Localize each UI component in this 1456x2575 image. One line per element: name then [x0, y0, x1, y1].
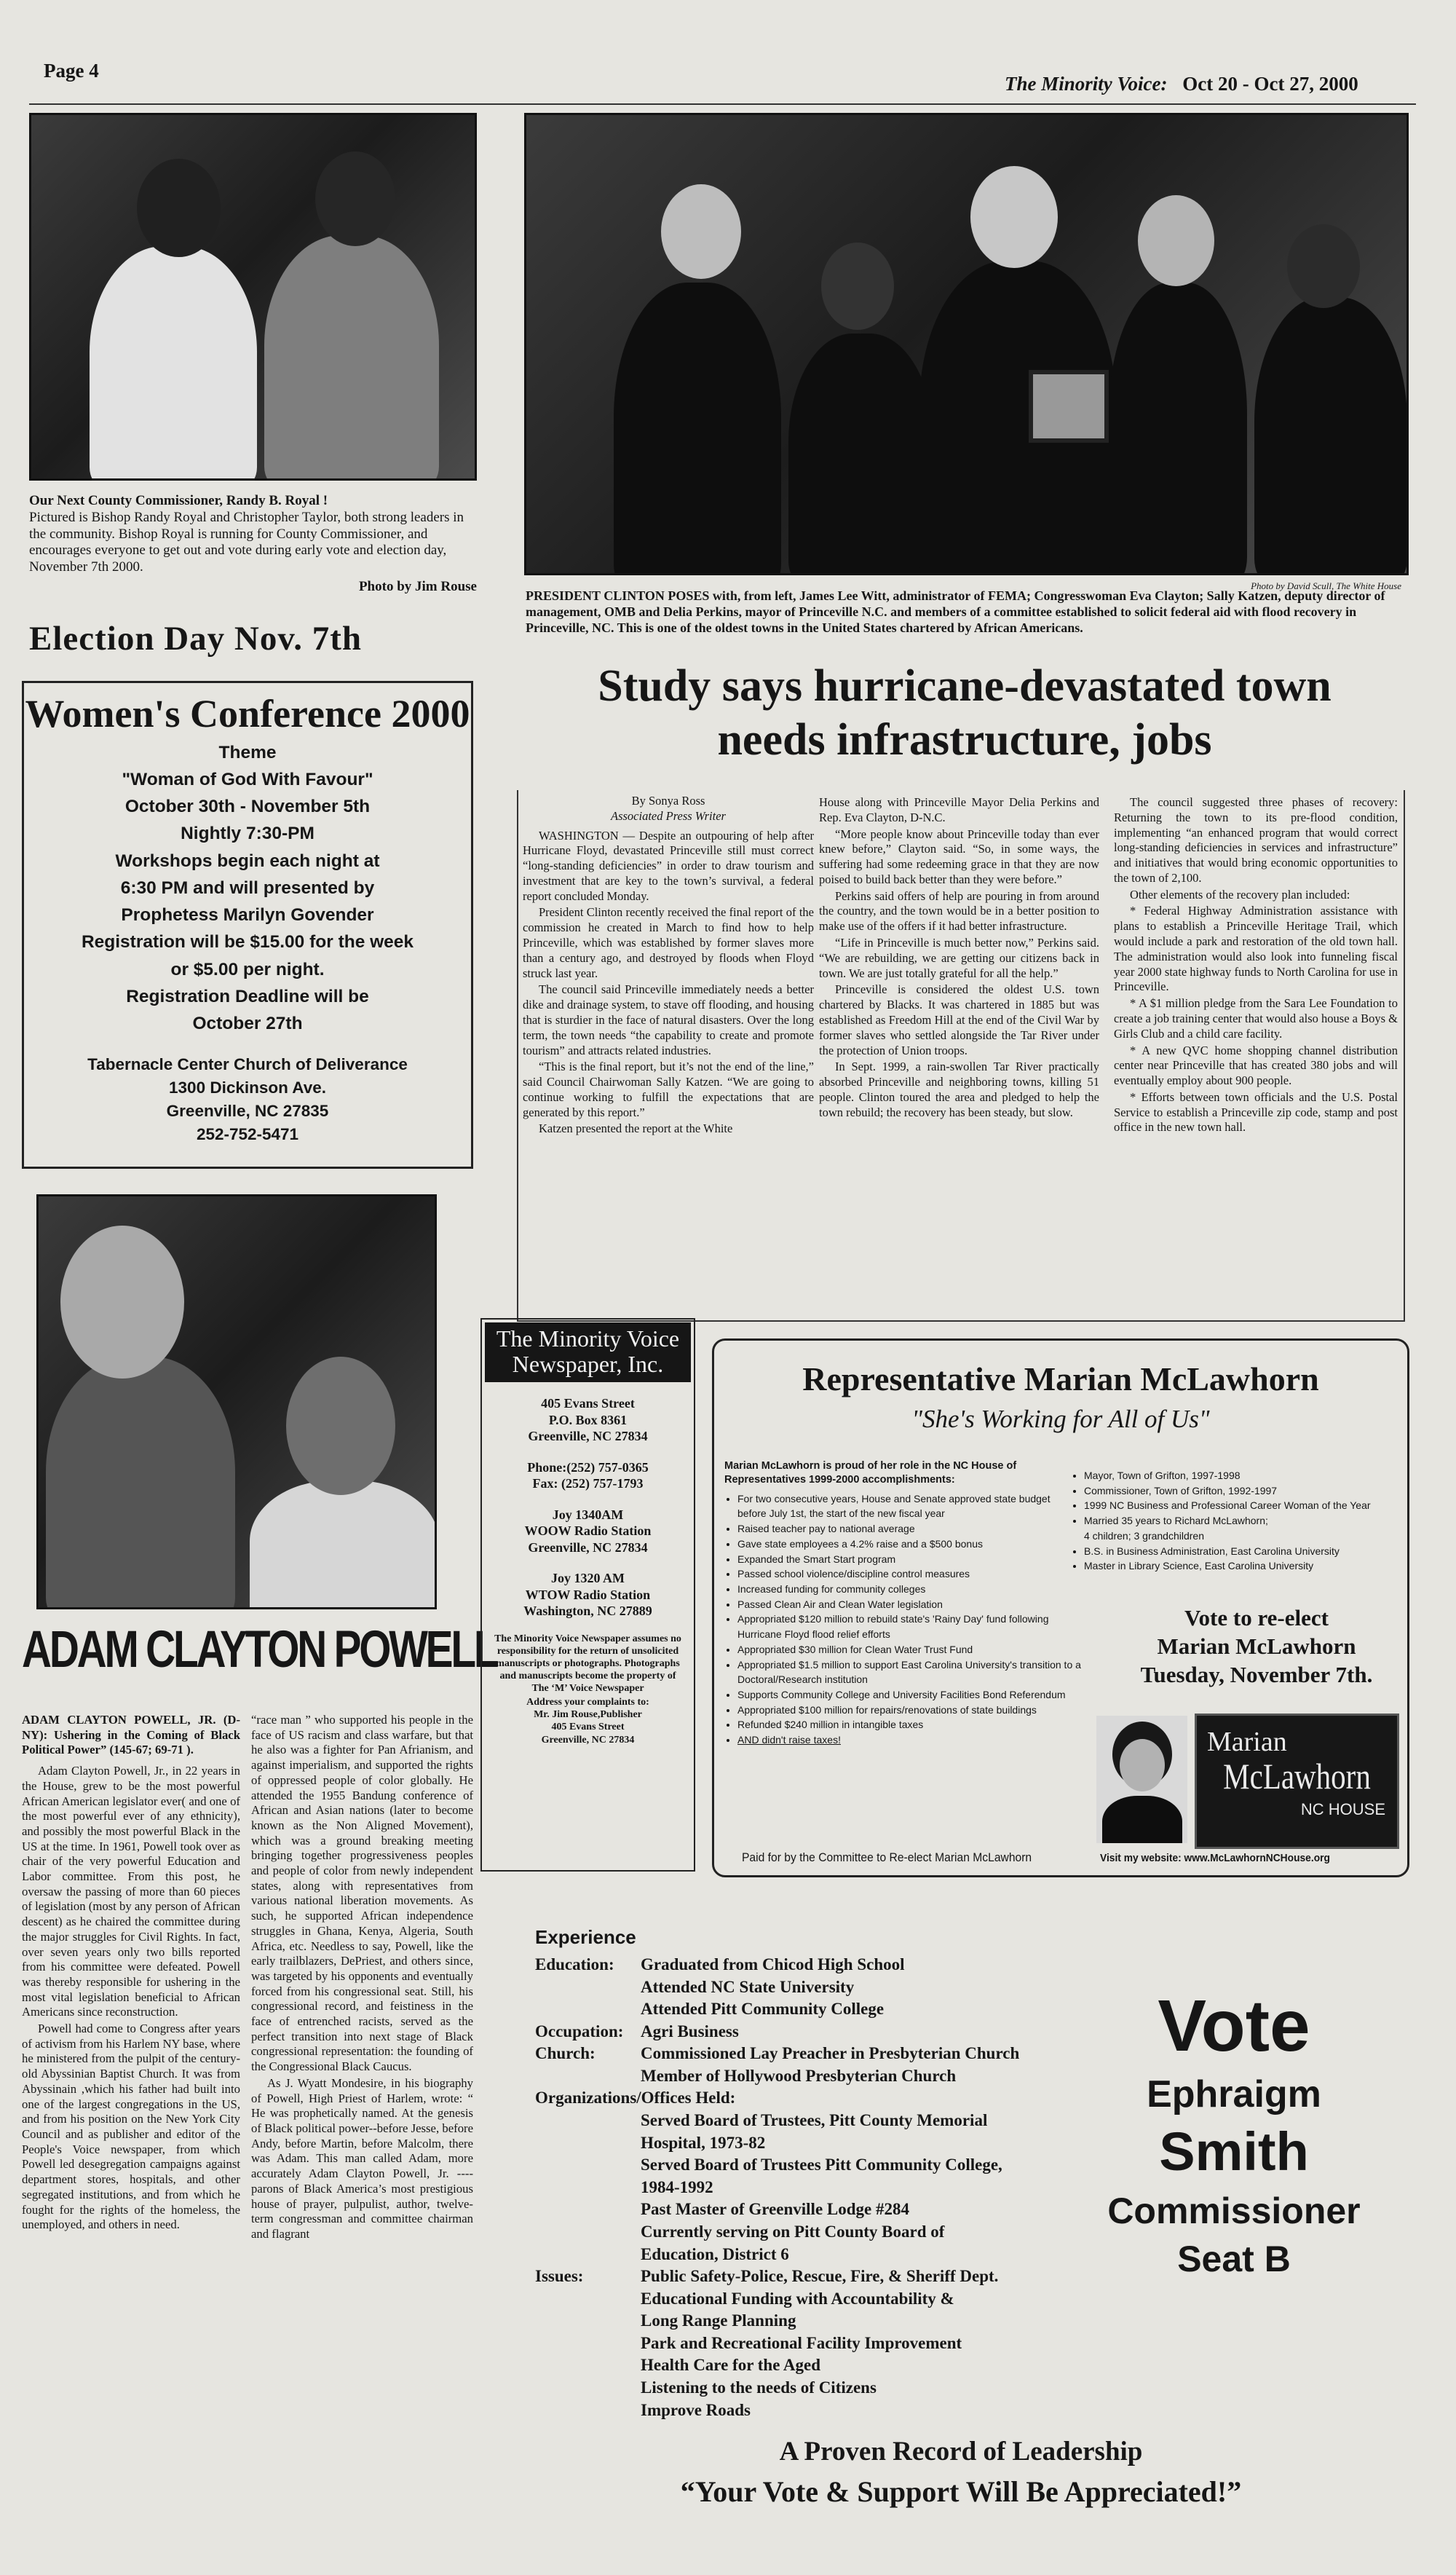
- page-number: Page 4: [44, 60, 99, 82]
- article-paragraph: * Efforts between town officials and the U.S. Postal Service to establish a Princeville zip code, stamp and post office in the new town hall.: [1114, 1089, 1398, 1135]
- smith-tagline: A Proven Record of Leadership: [779, 2437, 1143, 2466]
- accomplishment-list: [724, 1491, 1081, 1748]
- vote-line: Tuesday, November 7th.: [1140, 1661, 1373, 1687]
- royal-figure: [90, 246, 257, 481]
- article-paragraph: House along with Princeville Mayor Delia Perkins and Rep. Eva Clayton, D-N.C.: [819, 795, 1099, 824]
- mclawhorn-tagline: "She's Working for All of Us": [911, 1405, 1210, 1433]
- occupation-row: [535, 2021, 1088, 2043]
- mclawhorn-intro: Marian McLawhorn is proud of her role in the NC House of Representatives 1999-2000 accomplishments:: [724, 1460, 1017, 1486]
- org-line: Hospital, 1973-82: [641, 2133, 766, 2152]
- royal-caption: [29, 493, 477, 596]
- church-item: Commissioned Lay Preacher in Presbyterian Church: [641, 2044, 1020, 2063]
- conference-line: 6:30 PM and will presented by: [120, 878, 375, 898]
- conference-line: October 30th - November 5th: [124, 797, 371, 817]
- womens-conference-ad: [22, 681, 473, 1169]
- education-item: Attended NC State University: [641, 1977, 855, 1996]
- mv-address-line: 405 Evans Street: [541, 1396, 635, 1411]
- mv-address: [482, 1395, 694, 1445]
- conference-line: Prophetess Marilyn Govender: [121, 905, 374, 926]
- article-paragraph: Perkins said offers of help are pouring in from around the country, and the town would be in a better position to make use of the offers if it had better infrastructure.: [819, 888, 1099, 934]
- smith-seat: Seat B: [1177, 2239, 1291, 2280]
- article-paragraph: “Life in Princeville is much better now,” Perkins said. “We are rebuilding, we are getting our citizens back in town. We are just totally grateful for all the help.”: [819, 936, 1099, 980]
- bio-item: • Mayor, Town of Grifton, 1997-1998: [1084, 1468, 1415, 1483]
- article-paragraph: “More people know about Princeville today than ever knew before,” Clayton said. “So, in some ways, the suffering had some redeeming grace in that they are now poised to build back better than they were before.”: [819, 827, 1099, 886]
- mv-name-2: Newspaper, Inc.: [512, 1351, 664, 1378]
- minority-voice-box: [480, 1318, 695, 1872]
- bio-item: • Master in Library Science, East Carolina University: [1084, 1558, 1415, 1574]
- powell-paragraph: As J. Wyatt Mondesire, in his biography of Powell, High Priest of Harlem, wrote: “ He was prophetically named. At the genesis of Black political power--before Jesse, before Andy, before Martin, before Malcolm, there was Adam. This man called Adam, more accurately Adam Clayton Powell, Jr. ----parons of Black America’s most prestigious house of prayer, pulpulist, author, twelve-term congressman and committee chairman and flagrant: [251, 2075, 473, 2241]
- venue-line: 252-752-5471: [196, 1125, 299, 1144]
- issue-item: Educational Funding with Accountability &: [641, 2289, 954, 2308]
- powell-lead: ADAM CLAYTON POWELL, JR. (D-NY): Ushering in the Coming of Black Political Power” (145-67; 69-71 ).: [22, 1713, 240, 1757]
- mclawhorn-vote-block: [1118, 1604, 1395, 1689]
- bio-item: 4 children; 3 grandchildren: [1084, 1529, 1204, 1542]
- mv-radio-2: [482, 1570, 694, 1620]
- occupation-value: Agri Business: [641, 2022, 739, 2040]
- article-byline-role: Associated Press Writer: [611, 808, 726, 823]
- accomplishment-item: • Supports Community College and University Facilities Bond Referendum: [737, 1687, 1081, 1703]
- clinton-face: [970, 166, 1058, 268]
- issue-item: Park and Recreational Facility Improvement: [641, 2333, 962, 2352]
- smith-office: Commissioner: [1107, 2190, 1361, 2232]
- article-paragraph: Other elements of the recovery plan included:: [1130, 887, 1350, 902]
- royal-photo-credit: Photo by Jim Rouse: [358, 578, 477, 594]
- article-paragraph: WASHINGTON — Despite an outpouring of help after Hurricane Floyd, devastated Princeville still must correct “long-standing deficiencies” in order to draw tourism and investment that are key to the town’s survival, a federal report concluded Monday.: [523, 828, 814, 903]
- headline-line-1: Study says hurricane-devastated town: [598, 661, 1332, 711]
- clinton-photo-credit: Photo by David Scull, The White House: [1251, 580, 1401, 591]
- issue-item: Listening to the needs of Citizens: [641, 2378, 877, 2397]
- taylor-figure: [264, 235, 439, 481]
- education-row: [535, 1954, 1088, 2021]
- conference-line: Nightly 7:30-PM: [181, 824, 314, 844]
- article-paragraph: Princeville is considered the oldest U.S. town chartered by Blacks. It was chartered in 1885 but was established as Freedom Hill at the end of the Civil War by former slaves who settled alongside the Tar River under the protection of Union troops.: [819, 982, 1099, 1057]
- conference-details: [24, 739, 471, 1038]
- issues-row: [535, 2266, 1088, 2421]
- smith-ad-details: [535, 1954, 1088, 2421]
- mv-complaints-line: Greenville, NC 27834: [541, 1734, 635, 1746]
- second-figure: [250, 1480, 437, 1609]
- powell-face: [60, 1226, 184, 1379]
- powell-headline: ADAM CLAYTON POWELL: [22, 1621, 497, 1679]
- conference-venue: [24, 1053, 471, 1146]
- article-byline: By Sonya Ross: [631, 794, 705, 808]
- mclawhorn-body: [1102, 1796, 1182, 1843]
- perkins-face: [1287, 224, 1360, 308]
- conference-title: Women's Conference 2000: [25, 692, 470, 736]
- accomplishment-item: • Appropriated $1.5 million to support East Carolina University's transition to a Doctoral/Research institution: [737, 1657, 1081, 1687]
- org-line: Served Board of Trustees, Pitt County Memorial: [641, 2111, 988, 2130]
- mclawhorn-face: [1120, 1739, 1165, 1791]
- katzen-figure: [1109, 283, 1247, 575]
- powell-paragraph: Adam Clayton Powell, Jr., in 22 years in the House, grew to be the most powerful African American legislator ever( and one of the most powerful ever of any ethnicity), and possibly the most powerful Black in the US at the time. In 1961, Powell took over as chair of the very powerful Education and Labor committee. From this post, he oversaw the passing of more than 60 pieces of legislation (most by any person of African descent) as he chaired the committee during the major struggles for Civil Rights. In fact, over seven years only two bills reported from his committee were defeated. Powell was thereby responsible for ushering in the most vital legislation beneficial to African Americans since reconstruction.: [22, 1764, 240, 2019]
- mv-radio-1: [482, 1507, 694, 1556]
- smith-last-name: Smith: [1159, 2121, 1309, 2182]
- accomplishment-item: • Passed school violence/discipline control measures: [737, 1566, 1081, 1582]
- bio-item: • 1999 NC Business and Professional Career Woman of the Year: [1084, 1498, 1415, 1513]
- article-paragraph: * Federal Highway Administration assistance with plans to establish a Princeville Heritage Trail, which would include a park and restoration of the old town hall. The administration would also look into funneling fiscal year 2000 state highway funds to North Carolina for use in Princeville.: [1114, 904, 1398, 994]
- conference-line: Theme: [218, 742, 277, 762]
- mv-radio-line: Washington, NC 27889: [523, 1604, 652, 1619]
- conference-line: Registration Deadline will be: [126, 986, 369, 1006]
- mv-complaints-line: Mr. Jim Rouse,Publisher: [534, 1709, 642, 1721]
- powell-figure: [46, 1357, 235, 1609]
- accomplishment-item: • Expanded the Smart Start program: [737, 1552, 1081, 1567]
- church-item: Member of Hollywood Presbyterian Church: [641, 2066, 957, 2085]
- mclawhorn-portrait: [1096, 1716, 1187, 1843]
- mclawhorn-bio: [1071, 1468, 1415, 1574]
- org-line: 1984-1992: [641, 2177, 713, 2196]
- royal-photo: [29, 113, 477, 481]
- smith-first-name: Ephraigm: [1147, 2073, 1321, 2115]
- article-paragraph: President Clinton recently received the final report of the commission he created in March to find how to help Princeville, which was established by former slaves more than a century ago, and destroyed by floods when Floyd struck last year.: [523, 905, 814, 980]
- org-line: Currently serving on Pitt County Board of: [641, 2222, 945, 2241]
- clinton-photo: [524, 113, 1409, 575]
- article-headline: [524, 659, 1405, 768]
- taylor-face: [315, 151, 395, 246]
- bio-item: • Commissioner, Town of Grifton, 1992-1997: [1084, 1483, 1415, 1499]
- mv-radio-line: Joy 1320 AM: [551, 1571, 625, 1586]
- issue-item: Health Care for the Aged: [641, 2356, 821, 2375]
- smith-vote-block: [1059, 1985, 1409, 2281]
- conference-line: Registration will be $15.00 for the week: [81, 932, 414, 953]
- accomplishment-item: • Passed Clean Air and Clean Water legislation: [737, 1597, 1081, 1612]
- mv-address-line: Greenville, NC 27834: [528, 1429, 648, 1444]
- mclawhorn-paid-for: Paid for by the Committee to Re-elect Marian McLawhorn: [742, 1850, 1032, 1864]
- masthead-rule: [29, 103, 1416, 105]
- royal-face: [137, 159, 221, 257]
- masthead: [1005, 73, 1358, 95]
- article-paragraph: “This is the final report, but it’s not the end of the line,” said Council Chairwoman Sally Katzen. “We are going to continue working to fulfill the expectations that are generated by this report.”: [523, 1060, 814, 1119]
- witt-face: [661, 184, 741, 279]
- accomplishment-item: • Appropriated $120 million to rebuild state's 'Rainy Day' fund following Hurricane Floyd flood relief efforts: [737, 1612, 1081, 1641]
- accomplishment-item: • AND didn't raise taxes!: [737, 1732, 1081, 1748]
- conference-line: Workshops begin each night at: [115, 851, 380, 871]
- royal-caption-body: Pictured is Bishop Randy Royal and Christopher Taylor, both strong leaders in the community. Bishop Royal is running for County Commissioner, and encourages everyone to get out and vote during early vote and election day, November 7th 2000.: [29, 509, 464, 575]
- venue-line: 1300 Dickinson Ave.: [169, 1078, 326, 1097]
- mv-disclaimer: The Minority Voice Newspaper assumes no responsibility for the return of unsolicited manuscripts or photographs. Photographs and manuscripts become the property of The ‘M’ Voice Newspaper: [494, 1633, 681, 1695]
- issue-date: Oct 20 - Oct 27, 2000: [1182, 73, 1358, 95]
- article-paragraph: Katzen presented the report at the White: [539, 1121, 733, 1136]
- clayton-figure: [788, 334, 934, 575]
- powell-photo: [36, 1194, 437, 1609]
- mv-complaints: [491, 1696, 685, 1746]
- bio-item: • B.S. in Business Administration, East Carolina University: [1084, 1544, 1415, 1559]
- vote-line: Marian McLawhorn: [1157, 1633, 1356, 1659]
- org-line: Served Board of Trustees Pitt Community College,: [641, 2156, 1002, 2174]
- bio-item: • Married 35 years to Richard McLawhorn;: [1084, 1513, 1415, 1529]
- mv-radio-line: Joy 1340AM: [552, 1507, 624, 1522]
- mclawhorn-title: Representative Marian McLawhorn: [802, 1360, 1319, 1397]
- mclawhorn-website: Visit my website: www.McLawhornNCHouse.org: [1100, 1852, 1330, 1864]
- issue-item: Public Safety-Police, Rescue, Fire, & Sheriff Dept.: [641, 2267, 999, 2286]
- mclawhorn-logo: [1195, 1714, 1399, 1849]
- clinton-photo-caption: PRESIDENT CLINTON POSES with, from left, James Lee Witt, administrator of FEMA; Congresswoman Eva Clayton; Sally Katzen, deputy director of management, OMB and Delia Perkins, mayor of Princeville N.C. and members of a committee established to solicit federal aid with flood recovery in Princeville, NC. This is one of the oldest towns in the United States chartered by African Americans.: [526, 588, 1385, 635]
- church-label: Church:: [535, 2044, 596, 2063]
- article-column-1: [523, 794, 814, 1138]
- article-paragraph: In Sept. 1999, a rain-swollen Tar River practically absorbed Princeville and neighboring towns, killing 51 people. Clinton toured the area and pledged to help the town rebuild; the recovery has been steady, but slow.: [819, 1060, 1099, 1119]
- conference-line: "Woman of God With Favour": [122, 769, 373, 789]
- clayton-face: [821, 242, 894, 330]
- accomplishment-item: • For two consecutive years, House and Senate approved state budget before July 1st, the start of the new fiscal year: [737, 1491, 1081, 1521]
- mv-address-line: P.O. Box 8361: [548, 1412, 628, 1427]
- smith-experience-label: Experience: [535, 1926, 636, 1948]
- org-line: Education, District 6: [641, 2244, 789, 2263]
- article-paragraph: * A $1 million pledge from the Sara Lee Foundation to create a job training center that would also house a Boys & Girls Club and a child care facility.: [1114, 996, 1398, 1041]
- powell-paragraph: Powell had come to Congress after years of activism from his Harlem NY base, where he ministered from the pulpit of the century-old Abyssinian Baptist Church. It was from Abyssinain ,which his father had built into one of the largest congregations in the US, and from his position on the New York City Council and as publisher and editor of the People's Voice newspaper, from which Powell led desegregation campaigns against department stores, hospitals, and other segregated institutions, and from which he fought for the rights of the homeless, the unemployed, and others in need.: [22, 2022, 240, 2232]
- mv-complaints-line: Address your complaints to:: [526, 1697, 649, 1708]
- occupation-label: Occupation:: [535, 2022, 624, 2040]
- katzen-face: [1138, 195, 1214, 286]
- church-row: [535, 2043, 1088, 2087]
- mv-contact: [482, 1459, 694, 1492]
- orgs-label: Organizations/Offices Held:: [535, 2089, 736, 2107]
- education-item: Attended Pitt Community College: [641, 2000, 885, 2019]
- article-paragraph: The council said Princeville immediately needs a better dike and drainage system, to stave off flooding, and housing that is sturdier in the face of natural disasters. Over the long term, the town needs “the capability to create and promote tourism” and attracts related industries.: [523, 982, 814, 1057]
- powell-paragraph: “race man ” who supported his people in the face of US racism and class warfare, but that he also was a fighter for Pan Afrianism, and against imperialism, and supported the rights of oppressed people of color globally. He attended the 1955 Bandung conference of African and Asian nations (later to become known as the Non Aligned Movement), which was a ground breaking meeting bringing together progressiveness peoples and people of color from newly independent states, along with representatives from various national liberation movements. As such, he supported African independence struggles in Ghana, Kenya, Algeria, South Africa, etc. Needless to say, Powell, like the early trailblazers, DePriest, and others since, was targeted by his opponents and eventually forced from his congressional seat. Still, his congressional record, and feistiness in the face of entrenched racists, served as the perfect transition into next stage of Black congressional representation: the founding of the Congressional Black Caucus.: [251, 1713, 473, 2074]
- logo-last-name: McLawhorn: [1223, 1756, 1371, 1797]
- accomplishment-item: • Refunded $240 million in intangible taxes: [737, 1717, 1081, 1732]
- conference-line: October 27th: [192, 1014, 303, 1034]
- article-paragraph: The council suggested three phases of recovery: Returning the town to its pre-flood condition, implementing “an enhanced program that would correct long-standing deficiencies in services and infrastructure” and initiatives that would bring economic opportunities to the town of 2,100.: [1114, 795, 1398, 885]
- royal-caption-lead: Our Next County Commissioner, Randy B. Royal !: [29, 493, 328, 508]
- mclawhorn-ad: [712, 1338, 1409, 1877]
- accomplishment-item: • Raised teacher pay to national average: [737, 1521, 1081, 1537]
- logo-first-name: Marian: [1207, 1727, 1287, 1757]
- witt-figure: [614, 283, 781, 575]
- mv-complaints-line: 405 Evans Street: [551, 1722, 625, 1733]
- article-column-3: [1114, 795, 1398, 1137]
- accomplishment-item: • Appropriated $30 million for Clean Water Trust Fund: [737, 1642, 1081, 1657]
- second-face: [286, 1357, 395, 1495]
- paper-name: The Minority Voice:: [1005, 73, 1168, 95]
- accomplishment-item: • Gave state employees a 4.2% raise and a $500 bonus: [737, 1537, 1081, 1552]
- headline-line-2: needs infrastructure, jobs: [717, 715, 1212, 765]
- venue-line: Greenville, NC 27835: [166, 1102, 329, 1121]
- mclawhorn-accomplishments: [724, 1459, 1081, 1748]
- powell-column-2: [251, 1713, 473, 2244]
- accomplishment-item: • Appropriated $100 million for repairs/renovations of state buildings: [737, 1703, 1081, 1718]
- article-paragraph: * A new QVC home shopping channel distribution center near Princeville that has created 380 jobs and will eventually employ about 900 people.: [1114, 1043, 1398, 1088]
- mv-nameplate: [485, 1322, 691, 1382]
- mv-radio-line: WTOW Radio Station: [525, 1587, 651, 1602]
- smith-appeal: “Your Vote & Support Will Be Appreciated!”: [680, 2475, 1242, 2508]
- issues-label: Issues:: [535, 2267, 584, 2286]
- vote-line: Vote to re-elect: [1184, 1605, 1329, 1630]
- logo-sub: NC HOUSE: [1300, 1800, 1385, 1818]
- mv-phone: Phone:(252) 757-0365: [527, 1459, 649, 1475]
- mv-fax: Fax: (252) 757-1793: [532, 1476, 644, 1491]
- mv-name-1: The Minority Voice: [496, 1325, 680, 1352]
- orgs-list: [641, 2110, 1088, 2266]
- plaque: [1029, 370, 1109, 443]
- conference-line: or $5.00 per night.: [170, 959, 325, 979]
- education-item: Graduated from Chicod High School: [641, 1955, 905, 1973]
- org-line: Past Master of Greenville Lodge #284: [641, 2200, 909, 2219]
- mv-radio-line: Greenville, NC 27834: [528, 1539, 648, 1555]
- smith-vote: Vote: [1158, 1985, 1310, 2067]
- issue-item: Long Range Planning: [641, 2311, 796, 2330]
- perkins-figure: [1254, 297, 1407, 575]
- accomplishment-item: • Increased funding for community colleges: [737, 1582, 1081, 1597]
- venue-line: Tabernacle Center Church of Deliverance: [87, 1055, 408, 1074]
- issue-item: Improve Roads: [641, 2400, 751, 2419]
- article-column-2: [819, 795, 1099, 1121]
- powell-column-1: [22, 1713, 240, 2234]
- mv-radio-line: WOOW Radio Station: [524, 1523, 652, 1539]
- election-day-banner: Election Day Nov. 7th: [29, 620, 363, 658]
- education-label: Education:: [535, 1955, 614, 1973]
